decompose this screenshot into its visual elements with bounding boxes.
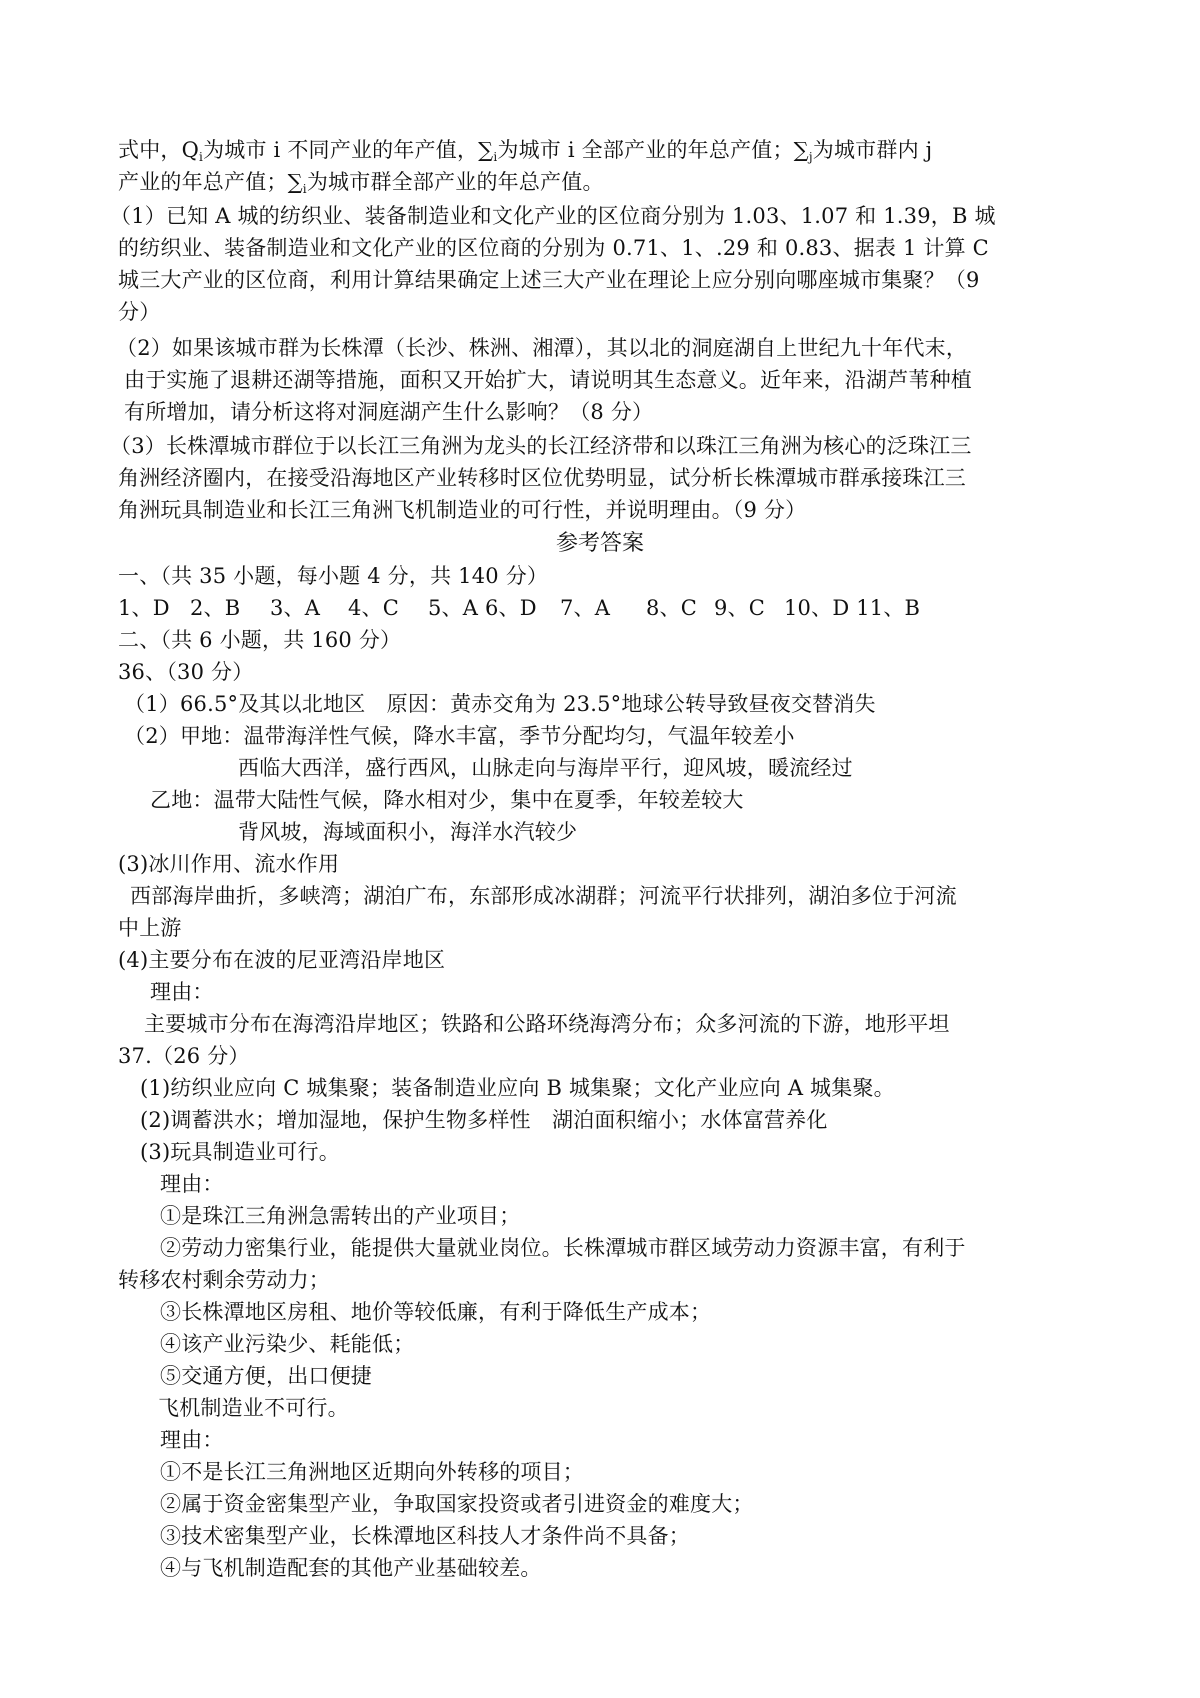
mcq-answer: 10、D 11、B [784,596,921,620]
q36-answer-2: 背风坡，海域面积小，海洋水汽较少 [238,820,578,844]
question-1-line: 的纺织业、装备制造业和文化产业的区位商的分别为 0.71、1、.29 和 0.83、据表 1 计算 C [118,236,989,260]
q37-answer-2: (2)调蓄洪水；增加湿地，保护生物多样性 湖泊面积缩小；水体富营养化 [140,1108,828,1132]
toy-reason: ③长株潭地区房租、地价等较低廉，有利于降低生产成本； [160,1300,712,1324]
toy-reason: ④该产业污染少、耗能低； [160,1332,415,1356]
q36-answer-2: 乙地：温带大陆性气候，降水相对少，集中在夏季，年较差较大 [150,788,744,812]
plane-conclusion: 飞机制造业不可行。 [158,1396,349,1420]
question-3-line: 角洲玩具制造业和长江三角洲飞机制造业的可行性，并说明理由。（9 分） [118,498,807,522]
text: 为城市 i 全部产业的年总产值；∑ [497,138,809,162]
q36-answer-3: 中上游 [118,916,182,940]
text: 为城市 i 不同产业的年产值，∑ [203,138,494,162]
mcq-answer: 7、A [560,596,611,620]
mcq-answer: 1、D [118,596,170,620]
section2-header: 二、（共 6 小题，共 160 分） [118,628,402,652]
text: 式中，Q [118,138,200,162]
text: 产业的年总产值；∑ [118,170,303,194]
plane-reason: ①不是长江三角洲地区近期向外转移的项目； [160,1460,584,1484]
q37-answer-3: (3)玩具制造业可行。 [140,1140,340,1164]
q36-answer-3: (3)冰川作用、流水作用 [118,852,340,876]
question-2-line: 有所增加，请分析这将对洞庭湖产生什么影响？（8 分） [124,400,654,424]
q36-answer-3: 西部海岸曲折，多峡湾；湖泊广布，东部形成冰湖群；河流平行状排列，湖泊多位于河流 [130,884,957,908]
plane-reason: ④与飞机制造配套的其他产业基础较差。 [160,1556,542,1580]
toy-reason: ①是珠江三角洲急需转出的产业项目； [160,1204,521,1228]
reason-label: 理由： [160,1428,224,1452]
subscript: j [808,150,813,164]
text: 为城市群全部产业的年总产值。 [306,170,604,194]
q36-answer-1: （1）66.5°及其以北地区 原因：黄赤交角为 23.5°地球公转导致昼夜交替消失 [124,692,876,716]
plane-reason: ③技术密集型产业，长株潭地区科技人才条件尚不具备； [160,1524,690,1548]
answer-title: 参考答案 [555,531,644,556]
q37-header: 37.（26 分） [118,1044,250,1068]
q36-answer-4: (4)主要分布在波的尼亚湾沿岸地区 [118,948,446,972]
mcq-answer: 2、B [190,596,241,620]
mcq-answer-row [118,592,920,624]
question-1-line: 分） [118,300,161,324]
question-1-line: （1）已知 A 城的纺织业、装备制造业和文化产业的区位商分别为 1.03、1.07 和 1.39，B 城 [110,204,996,228]
q36-answer-4: 主要城市分布在海湾沿岸地区；铁路和公路环绕海湾分布；众多河流的下游，地形平坦 [144,1012,950,1036]
q36-answer-2: （2）甲地：温带海洋性气候，降水丰富，季节分配均匀，气温年较差小 [124,724,795,748]
mcq-answer: 9、C [714,596,766,620]
question-2-line: 由于实施了退耕还湖等措施，面积又开始扩大，请说明其生态意义。近年来，沿湖芦苇种植 [124,368,972,392]
mcq-answer: 5、A 6、D [428,596,537,620]
mcq-answer: 8、C [646,596,698,620]
q37-answer-1: (1)纺织业应向 C 城集聚；装备制造业应向 B 城集聚；文化产业应向 A 城集聚。 [140,1076,895,1100]
section1-header: 一、（共 35 小题，每小题 4 分，共 140 分） [118,564,549,588]
toy-reason: ⑤交通方便，出口便捷 [160,1364,372,1388]
subscript: i [199,150,204,164]
mcq-answer: 3、A [270,596,321,620]
question-3-line: （3）长株潭城市群位于以长江三角洲为龙头的长江经济带和以珠江三角洲为核心的泛珠江三 [110,434,972,458]
q36-answer-2: 西临大西洋，盛行西风，山脉走向与海岸平行，迎风坡，暖流经过 [238,756,853,780]
text: 为城市群内 j [812,138,933,162]
reason-label: 理由： [160,1172,224,1196]
question-3-line: 角洲经济圈内，在接受沿海地区产业转移时区位优势明显，试分析长株潭城市群承接珠江三 [118,466,966,490]
toy-reason: 转移农村剩余劳动力； [118,1268,330,1292]
subscript: i [493,150,498,164]
mcq-answer: 4、C [348,596,400,620]
plane-reason: ②属于资金密集型产业，争取国家投资或者引进资金的难度大； [160,1492,754,1516]
q36-answer-4: 理由： [150,980,214,1004]
subscript: i [302,182,307,196]
q36-header: 36、（30 分） [118,660,254,684]
question-2-line: （2）如果该城市群为长株潭（长沙、株洲、湘潭），其以北的洞庭湖自上世纪九十年代末， [116,336,968,360]
question-1-line: 城三大产业的区位商，利用计算结果确定上述三大产业在理论上应分别向哪座城市集聚？（9 [118,268,980,292]
toy-reason: ②劳动力密集行业，能提供大量就业岗位。长株潭城市群区域劳动力资源丰富，有利于 [160,1236,966,1260]
